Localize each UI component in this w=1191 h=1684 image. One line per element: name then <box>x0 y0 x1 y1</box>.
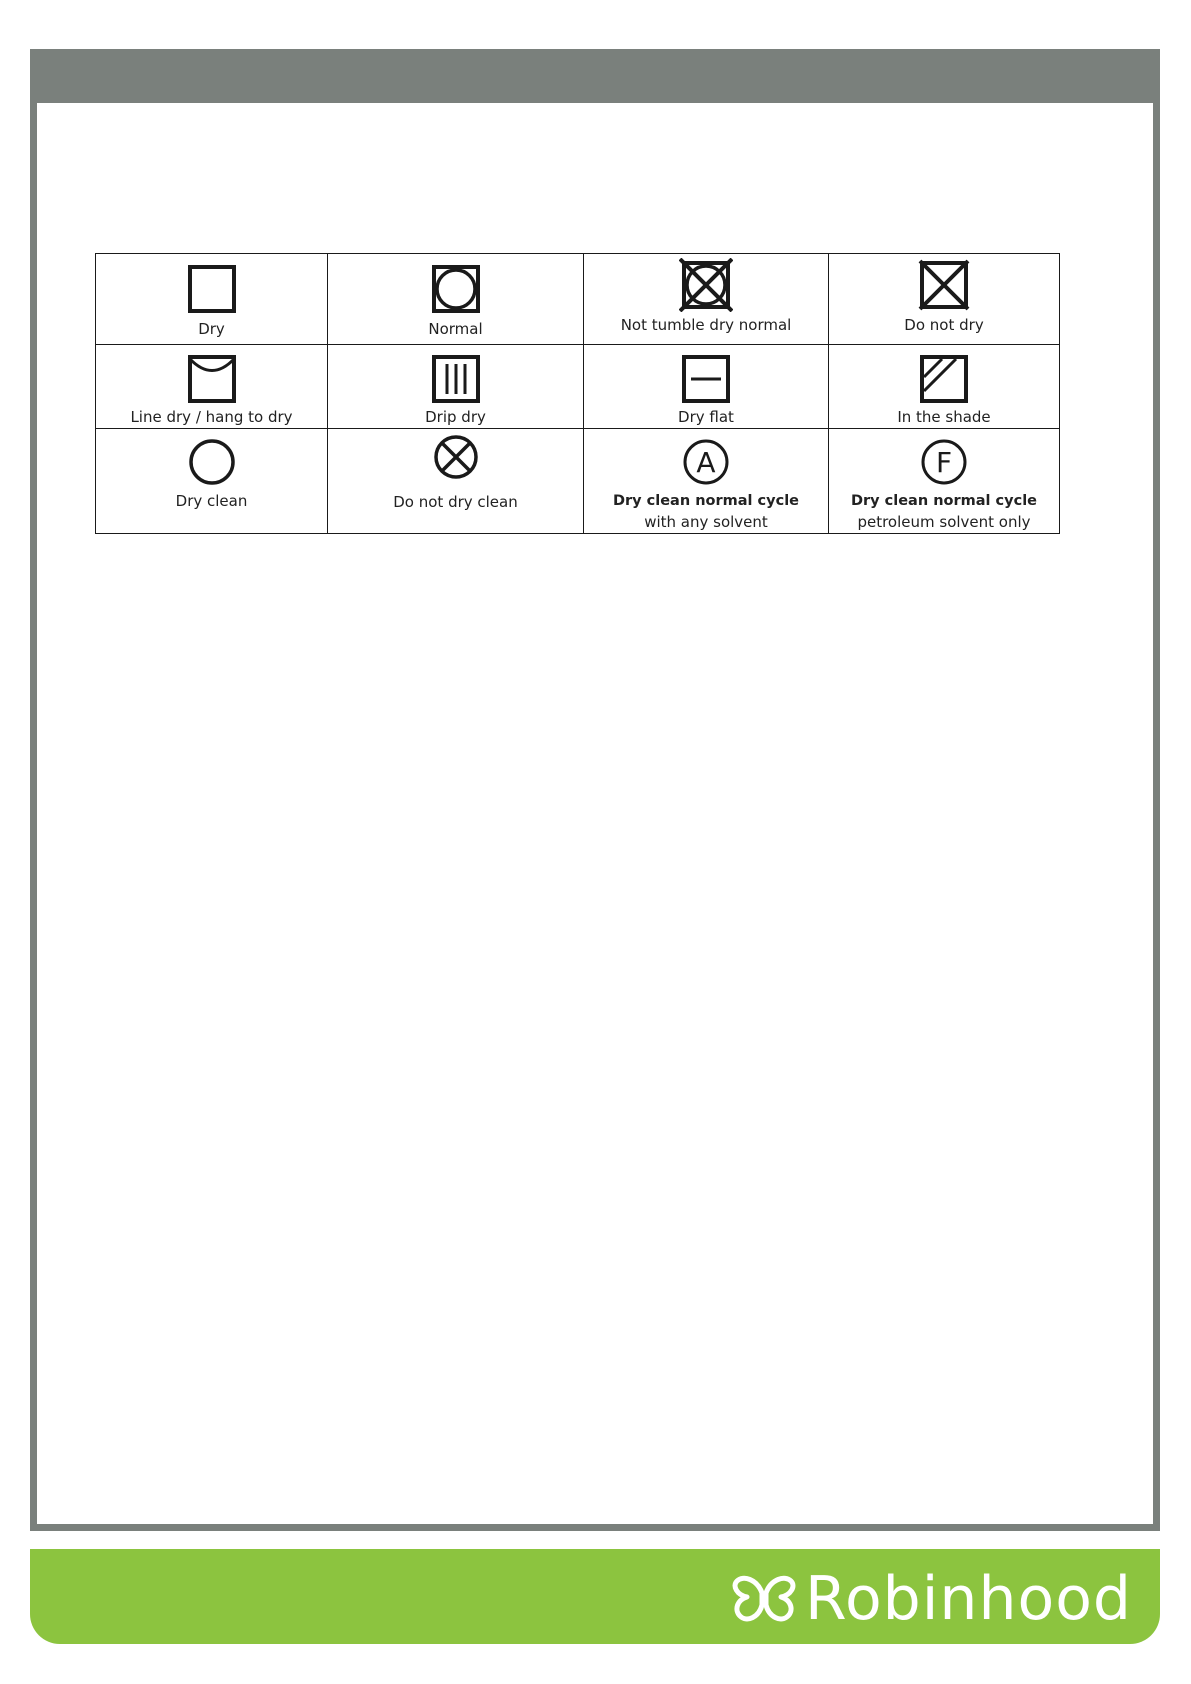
dry-clean-a-icon <box>679 435 733 489</box>
care-label: Dry clean <box>175 492 248 510</box>
butterfly-logo-icon <box>731 1573 797 1625</box>
brand-logo <box>731 1564 1132 1634</box>
care-cell-dry-clean-any-solvent <box>584 429 829 534</box>
care-label: Do not dry clean <box>393 493 518 511</box>
care-sublabel: with any solvent <box>644 513 768 531</box>
do-not-dry-icon <box>917 258 971 312</box>
table-row <box>96 254 1060 345</box>
square-icon <box>185 262 239 316</box>
drip-dry-icon <box>429 352 483 406</box>
care-label: Not tumble dry normal <box>620 316 792 334</box>
care-label: Normal <box>428 320 483 338</box>
brand-name: Robinhood <box>804 1564 1132 1634</box>
care-label: Line dry / hang to dry <box>130 408 293 426</box>
care-cell-do-not-dry <box>829 254 1060 345</box>
care-cell-dry-clean <box>96 429 328 534</box>
solvent-letter: A <box>696 446 716 479</box>
dry-in-shade-icon <box>917 352 971 406</box>
dry-flat-icon <box>679 352 733 406</box>
care-label: Do not dry <box>904 316 984 334</box>
care-cell-dry <box>96 254 328 345</box>
care-label: Dry <box>198 320 225 338</box>
care-cell-line-dry <box>96 345 328 429</box>
care-symbols-table <box>95 253 1060 534</box>
table-row <box>96 345 1060 429</box>
care-cell-normal <box>328 254 584 345</box>
dry-clean-f-icon <box>917 435 971 489</box>
care-cell-not-tumble-dry <box>584 254 829 345</box>
care-cell-dry-flat <box>584 345 829 429</box>
care-sublabel: petroleum solvent only <box>857 513 1031 531</box>
care-label: Drip dry <box>425 408 486 426</box>
line-dry-icon <box>185 352 239 406</box>
care-label: Dry clean normal cycle <box>850 493 1038 509</box>
care-cell-dry-clean-petroleum <box>829 429 1060 534</box>
do-not-tumble-dry-icon <box>679 258 733 312</box>
tumble-dry-icon <box>429 262 483 316</box>
care-label: Dry clean normal cycle <box>612 493 800 509</box>
care-cell-do-not-dry-clean <box>328 429 584 534</box>
footer-bar <box>30 1549 1160 1644</box>
table-row <box>96 429 1060 534</box>
do-not-dry-clean-icon <box>429 430 483 484</box>
dry-clean-icon <box>185 435 239 489</box>
care-label: Dry flat <box>678 408 734 426</box>
care-cell-drip-dry <box>328 345 584 429</box>
solvent-letter: F <box>935 446 953 479</box>
care-label: In the shade <box>897 408 991 426</box>
care-cell-in-the-shade <box>829 345 1060 429</box>
